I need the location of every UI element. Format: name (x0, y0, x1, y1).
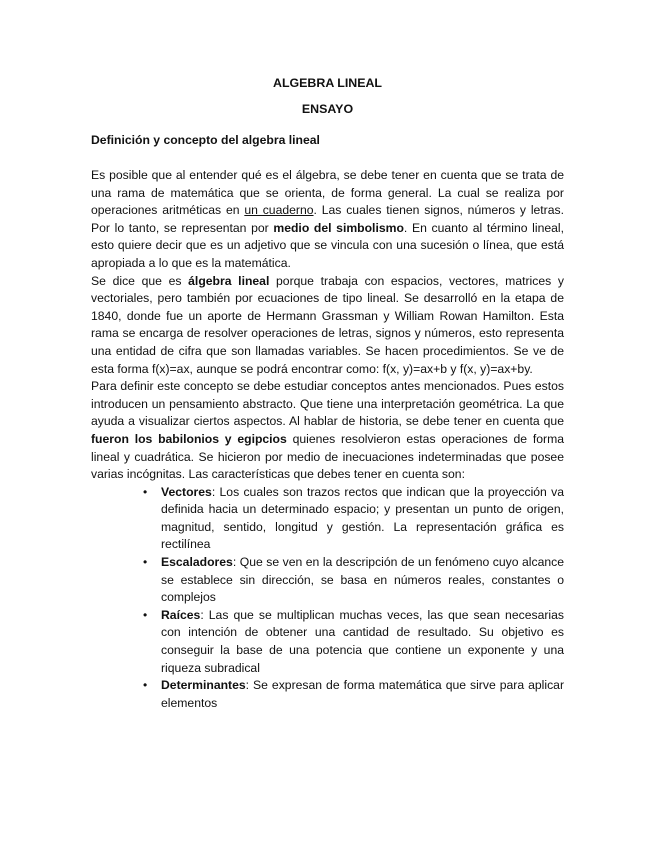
section-heading: Definición y concepto del algebra lineal (91, 133, 320, 147)
paragraph-1-text-b: . Las cuales tienen signos, números y letras. Por lo tanto, se representan por (91, 203, 565, 235)
list-item-text: : Las que se multiplican muchas veces, las que sean necesarias con intención de obtener una cantidad de resultado. Su objetivo es conseguir la base de una potencia que contiene un exponente y una riqueza subradical (161, 607, 564, 675)
list-item-term: Raíces (161, 607, 201, 622)
paragraph-1-text-c: . En cuanto al término lineal, esto quiere decir que es un adjetivo que se vincula con una sucesión o línea, que está apropiada a lo que es la matemática. (91, 220, 565, 270)
paragraph-3 (91, 378, 564, 484)
list-item-text: : Que se ven en la descripción de un fenómeno cuyo alcance se establece sin dirección, se basa en números reales, constantes o complejos (161, 555, 564, 605)
bullet-icon: • (143, 607, 148, 622)
characteristics-list (91, 484, 564, 713)
list-item (143, 484, 564, 554)
paragraph-1-bold: medio del simbolismo (273, 220, 404, 235)
paragraph-3-bold: fueron los babilonios y egipcios (91, 431, 287, 446)
paragraph-1 (91, 167, 564, 273)
list-item (143, 677, 564, 712)
paragraph-2-bold: álgebra lineal (188, 273, 270, 288)
paragraph-3-text-a: Para definir este concepto se debe estudiar conceptos antes mencionados. Pues estos introducen un pensamiento abstracto. Que tiene una interpretación geométrica. La que ayuda a visualizar ciertos aspectos. Al hablar de historia, se debe tener en cuenta que (91, 379, 564, 429)
list-item-text: : Se expresan de forma matemática que sirve para aplicar elementos (161, 678, 564, 710)
list-item (143, 607, 564, 677)
list-item-term: Escaladores (161, 555, 233, 570)
paragraph-2-text-b: porque trabaja con espacios, vectores, matrices y vectoriales, pero también por ecuaciones de tipo lineal. Se desarrolló en la etapa de 1840, donde fue un aporte de Hermann Grassman y William Rowan Hamilton. Esta rama se encarga de resolver operaciones de letras, signos y números, esto representa una entidad de cifra que son llamadas variables. Se hacen procedimientos. Se ve de esta forma f(x)=ax, aunque se podrá encontrar como: f(x, y)=ax+b y f(x, y)=ax+by. (91, 273, 564, 376)
list-item-term: Determinantes (161, 678, 246, 693)
paragraph-2-text-a: Se dice que es (91, 273, 189, 288)
cuaderno-link[interactable]: un cuaderno (244, 203, 314, 218)
bullet-icon: • (143, 555, 148, 570)
bullet-icon: • (143, 678, 148, 693)
paragraph-2 (91, 273, 564, 379)
list-item (143, 554, 564, 607)
list-item-text: : Los cuales son trazos rectos que indican que la proyección va definida hacia un determinado espacio; y presentan un punto de origen, magnitud, sentido, longitud y gestión. La representación gráfica es rectilínea (161, 484, 564, 552)
document-subtitle: ENSAYO (301, 102, 354, 116)
paragraph-3-text-b: quienes resolvieron estas operaciones de forma lineal y cuadrática. Se hicieron por medio de inecuaciones indeterminadas que posee varias incógnitas. Las características que debes tener en cuenta son: (91, 431, 564, 482)
list-item-term: Vectores (161, 484, 212, 499)
bullet-icon: • (143, 484, 148, 499)
paragraph-1-text-a: Es posible que al entender qué es el álgebra, se debe tener en cuenta que se trata de una rama de matemática que se orienta, de forma general. La cual se realiza por operaciones aritméticas en (91, 168, 564, 218)
document-title: ALGEBRA LINEAL (273, 76, 382, 90)
